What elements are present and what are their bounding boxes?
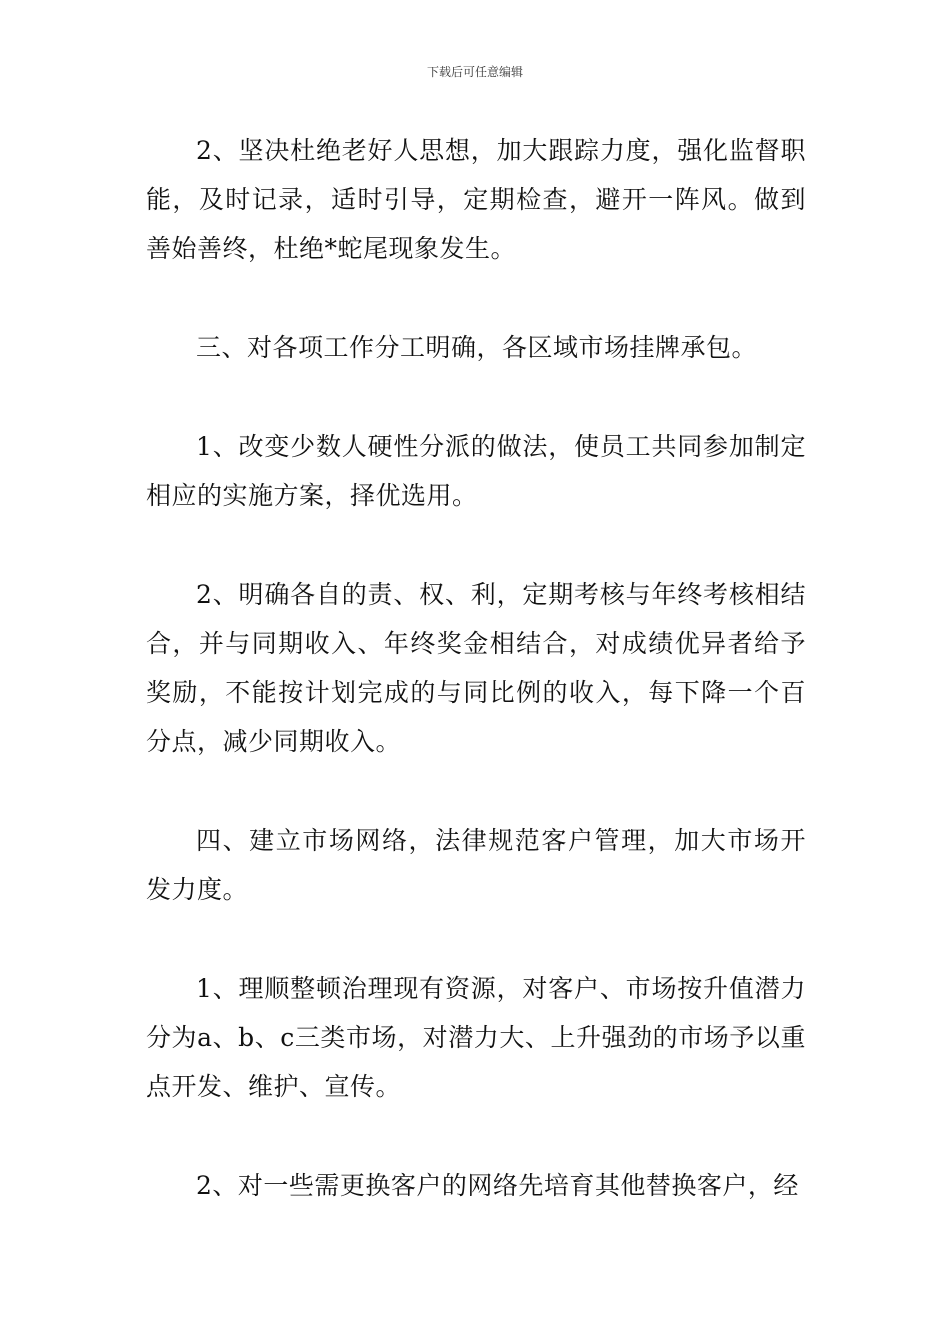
- paragraph: 2、坚决杜绝老好人思想，加大跟踪力度，强化监督职能，及时记录，适时引导，定期检查，避开一阵风。做到善始善终，杜绝*蛇尾现象发生。: [146, 136, 806, 263]
- document-body: [146, 126, 806, 1210]
- section-heading: 三、对各项工作分工明确，各区域市场挂牌承包。: [196, 333, 758, 362]
- page-header: 下载后可任意编辑: [426, 65, 523, 79]
- paragraph: 2、对一些需更换客户的网络先培育其他替换客户，经: [196, 1171, 799, 1200]
- paragraph: 1、改变少数人硬性分派的做法，使员工共同参加制定相应的实施方案，择优选用。: [146, 432, 806, 510]
- paragraph: 2、明确各自的责、权、利，定期考核与年终考核相结合，并与同期收入、年终奖金相结合，对成绩优异者给予奖励，不能按计划完成的与同比例的收入，每下降一个百分点，减少同期收入。: [146, 580, 806, 756]
- paragraph: 1、理顺整顿治理现有资源，对客户、市场按升值潜力分为a、b、c三类市场，对潜力大、上升强劲的市场予以重点开发、维护、宣传。: [146, 974, 806, 1101]
- section-heading: 四、建立市场网络，法律规范客户管理，加大市场开发力度。: [146, 826, 806, 904]
